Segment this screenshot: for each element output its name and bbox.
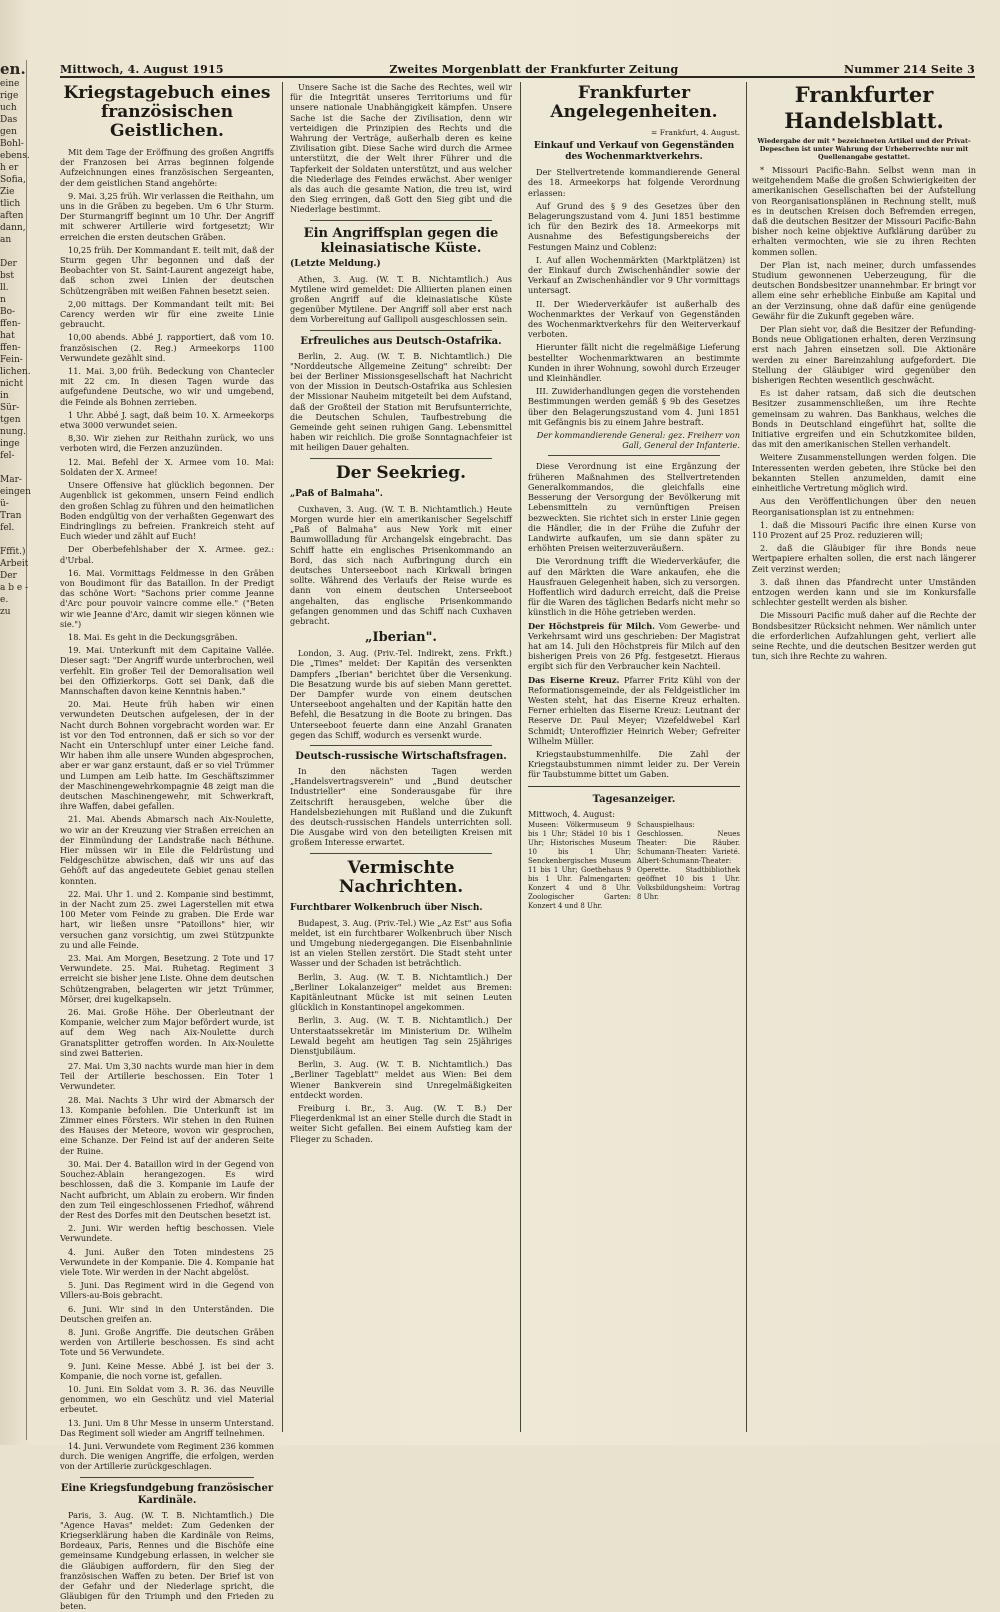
diary-entry: 22. Mai. Uhr 1. und 2. Kompanie sind bestimmt, in der Nacht zum 25. zwei Lagerstellen mit etwa 100 Meter vom Feinde zu graben. Die Erde war hart, wir ließen unsre "Patoillons" hier, wir versuchen ganz vorsichtig, um zwei Stützpunkte zu und alle Feinde. xyxy=(60,888,274,950)
previous-page-fragment: Mar- xyxy=(0,475,22,485)
diary-entry: 10,25 früh. Der Kommandant E. teilt mit, daß der Sturm gegen Uhr begonnen und daß der Beobachter von St. Saint-Laurent angezeigt habe, daß schon zwei Linien der deutschen Schützengräben mit weißen Fahnen besetzt seien. xyxy=(60,244,274,296)
column-war-news xyxy=(290,82,512,1437)
article-body-wirtschaft: In den nächsten Tagen werden „Handelsvertragsverein" und „Bund deutscher Industrieller" eine Sonderausgabe für ihre Zeitschrift herausgeben, welche über die Handelsbeziehungen mit Rußland und die Zukunft des deutsch-russischen Handels unterrichten soll. Die Ausgabe wird von den beteiligten Kreisen mit großem Interesse erwartet. xyxy=(290,765,512,848)
section-rule xyxy=(310,330,492,331)
article-body-angriffsplan: Athen, 3. Aug. (W. T. B. Nichtamtlich.) Aus Mytilene wird gemeldet: Die Alliierten planen einen großen Angriff auf die kleinasiatische Küste gegenüber Mytilene. Der Angriff soll aber erst nach dem Vorbereitung auf Gallipoli ausgeschlossen sein. xyxy=(290,273,512,325)
previous-page-fragment: Der xyxy=(0,571,17,581)
column-divider xyxy=(746,82,747,1432)
previous-page-fragment: uch xyxy=(0,103,17,113)
masthead-paper-name: Zweites Morgenblatt der Frankfurter Zeitung xyxy=(389,63,679,76)
article-paragraph: 3. daß ihnen das Pfandrecht unter Umständen entzogen werden kann und sie im Konkursfalle schlechter gestellt werden als bisher. xyxy=(752,576,976,608)
previous-page-fragment: bst xyxy=(0,271,14,281)
tagesanzeiger-date: Mittwoch, 4. August: xyxy=(528,808,615,819)
previous-page-fragment: an xyxy=(0,235,12,245)
article-text: Vom Gewerbe- und Verkehrsamt wird uns geschrieben: Der Magistrat hat am 14. Juli den Höchstpreis für Milch auf den bisherigen Preis von 26 Pfg. festgesetzt. Hieraus ergibt sich für den Verbraucher kein Nachteil. xyxy=(528,620,740,672)
tagesanzeiger-title: Tagesanzeiger. xyxy=(592,793,676,805)
previous-page-fragment: Sür- xyxy=(0,403,20,413)
previous-page-fragment: dann, xyxy=(0,223,26,233)
tagesanzeiger-right: Schauspielhaus: Geschlossen. Neues Theater: Die Räuber. Schumann-Theater: Varieté. Albert-Schumann-Theater: Operette. Stadtbibliothek geöffnet 10 bis 1 Uhr. Volksbildungsheim: Vortrag 8 Uhr. xyxy=(637,820,740,901)
previous-page-fragment xyxy=(0,462,26,474)
column-frankfurter-angelegenheiten xyxy=(528,82,740,1437)
article-title-seekrieg: Der Seekrieg. xyxy=(335,462,467,483)
diary-entry: 14. Juni. Verwundete vom Regiment 236 kommen durch. Die wenigen Angriffe, die erfolgen, werden von der Artillerie zurückgeschlagen. xyxy=(60,1440,274,1472)
previous-page-fragment: tlich xyxy=(0,199,21,209)
article-paragraph: I. Auf allen Wochenmärkten (Marktplätzen) ist der Einkauf durch Zwischenhändler sowie der Verkauf an Zwischenhändler vor 9 Uhr vormittags untersagt. xyxy=(528,254,740,296)
previous-page-fragment: rige xyxy=(0,91,19,101)
tagesanzeiger-listings xyxy=(528,821,740,911)
previous-page-fragment: Fein- xyxy=(0,355,23,365)
article-title-kardinaele: Eine Kriegsfundgebung französischer Kardinäle. xyxy=(60,1482,274,1506)
article-paragraph: Auf Grund des § 9 des Gesetzes über den Belagerungszustand vom 4. Juni 1851 bestimme ich für den Bezirk des 18. Armeekorps mit Ausnahme des Befestigungsbereichs der Festungen Mainz und Coblenz: xyxy=(528,200,740,252)
article-paragraph: Weitere Zusammenstellungen werden folgen. Die Interessenten werden gebeten, ihre Stücke bei den bekannten Stellen anzumelden, damit eine einheitliche Vertretung möglich wird. xyxy=(752,452,976,494)
article-paragraph: Der Plan sieht vor, daß die Besitzer der Refunding-Bonds neue Obligationen erhalten, deren Verzinsung erst nach Jahren einsetzen soll. Die Aktionäre werden zu einer Bareinzahlung aufgefordert. Die Stellung der Gläubiger wird gegenüber den bisherigen Rechten wesentlich geschwächt. xyxy=(752,324,976,386)
article-body-seekrieg: Cuxhaven, 3. Aug. (W. T. B. Nichtamtlich.) Heute Morgen wurde hier ein amerikanischer Segelschiff „Paß of Balmaha" aus New York mit einer Baumwollladung für Archangelsk eingebracht. Das Schiff hatte ein englisches Prisenkommando an Bord, das sich nach Aufbringung durch ein deutsches Unterseeboot nach Kirkwall bringen sollte. Während des Verlaufs der Reise wurde es dann von einem deutschen Unterseeboot angehalten, das englische Prisenkommando gefangen genommen und das Schiff nach Cuxhaven gebracht. xyxy=(290,503,512,626)
previous-page-fragment: h er xyxy=(0,163,19,173)
article-title-iberian: „Iberian". xyxy=(365,630,437,646)
article-paragraph: 2. daß die Gläubiger für ihre Bonds neue Wertpapiere erhalten sollen, die erst nach längerer Zeit verzinst werden; xyxy=(752,543,976,574)
previous-page-fragment: Sofia, xyxy=(0,175,26,185)
article-paragraph: II. Der Wiederverkäufer ist außerhalb des Wochenmarktes der Verkauf von Gegenständen des Wochenmarktverkehrs für den Weiterverkauf verboten. xyxy=(528,298,740,340)
previous-page-fragment: fel- xyxy=(0,451,15,461)
previous-page-fragment: aften xyxy=(0,211,24,221)
previous-page-fragment: hat xyxy=(0,331,15,341)
article-body-kardinaele: Paris, 3. Aug. (W. T. B. Nichtamtlich.) Die "Agence Havas" meldet: Zum Gedenken der Kriegserklärung haben die Kardinäle von Reims, Bordeaux, Paris, Rennes und die Bischöfe eine gemeinsame Kundgebung erlassen, in welcher sie die Gläubigen auffordern, für den Sieg der französischen Waffen zu beten. Der Brief ist von der Gefahr und der Niederlage spricht, die Gläubigen für den Triumph und den Frieden zu beten. xyxy=(60,1509,274,1612)
previous-page-fragment: ffen- xyxy=(0,343,21,353)
article-subtitle: „Paß of Balmaha". xyxy=(290,488,383,499)
previous-page-fragment: lichen. xyxy=(0,367,31,377)
diary-entry: 20. Mai. Heute früh haben wir einen verwundeten Deutschen aufgelesen, der in der Nacht durch Bohnen vorgebracht worden war. Er ist vor den Tod entronnen, daß er sich so vor der Nacht ein Unterschlupf unter einer Leiche fand. Wir haben ihm alle unsere Wunden abgesprochen, aber er war ganz erstaunt, daß er so viel Trümmer und Lumpen am Leib hatte. Im Geschäftszimmer der Maschinengewehrkompagnie 48 zeigt man die deutschen Maschinengewehr, mit Schwerkraft, ihre Waffen, dabei gefallen. xyxy=(60,699,274,812)
diary-entry: 6. Juni. Wir sind in den Unterständen. Die Deutschen greifen an. xyxy=(60,1303,274,1324)
article-paragraph: Diese Verordnung ist eine Ergänzung der früheren Maßnahmen des Stellvertretenden Generalkommandos, die gleichfalls eine Besserung der Versorgung der Bevölkerung mit Lebensmitteln zu vernünftigen Preisen bezweckten. Sie richtet sich in erster Linie gegen die Händler, die in der Frühe die Zufuhr der Landwirte aufkaufen, um sie dann später zu erhöhten Preisen weiterzuveräußern. xyxy=(528,461,740,554)
article-title: Kriegstagebuch eines französischen Geistlichen. xyxy=(63,83,271,141)
article-body-freiburg: Freiburg i. Br., 3. Aug. (W. T. B.) Der Fliegerdenkmal ist an einer Stelle durch die Stadt in weiter Sicht gefallen. Bei einem Aufstieg kam der Flieger zu Schaden. xyxy=(290,1103,512,1144)
diary-entry: 13. Juni. Um 8 Uhr Messe in unserm Unterstand. Das Regiment soll wieder am Angriff teilnehmen. xyxy=(60,1417,274,1438)
previous-page-fragment: fel. xyxy=(0,523,15,533)
article-paragraph: * Missouri Pacific-Bahn. Selbst wenn man in weitgehendem Maße die großen Schwierigkeiten der amerikanischen Gesellschaften bei der Aufstellung von Reorganisationsplänen in Rechnung stellt, muß es in deutschen Kreisen doch Befremden erregen, daß die deutschen Besitzer der Missouri Pacific-Bahn bisher noch keine objektive Aufklärung darüber zu erhalten vermochten, wie sie zu ihren Rechten kommen sollen. xyxy=(752,165,976,257)
previous-page-fragment: Tran xyxy=(0,511,22,521)
diary-entry: 8. Juni. Große Angriffe. Die deutschen Gräben werden von Artillerie beschossen. Es sind acht Tote und 56 Verwundete. xyxy=(60,1326,274,1358)
diary-entry: 10. Juni. Ein Soldat vom 3. R. 36. das Neuville genommen, wo ein Geschütz und viel Material erbeutet. xyxy=(60,1383,274,1415)
column-handelsblatt xyxy=(752,82,976,1437)
diary-entry: 27. Mai. Um 3,30 nachts wurde man hier in dem Teil der Artillerie beschossen. Ein Toter 1 Verwundeter. xyxy=(60,1061,274,1092)
diary-entry: 30. Mai. Der 4. Bataillon wird in der Gegend von Souchez-Ablain herangezogen. Es wird beschlossen, daß die 3. Kompanie im Laufe der Nacht aufbricht, um Ablain zu erobern. Wir finden den zum Teil eingeschlossenen Friedhof, während der Rest des Dorfes mit den Deutschen besetzt ist. xyxy=(60,1158,274,1220)
previous-page-fragment: tgen xyxy=(0,415,21,425)
article-paragraph: Der Stellvertretende kommandierende General des 18. Armeekorps hat folgende Verordnung erlassen: xyxy=(528,167,740,198)
article-body-berlin: Berlin, 3. Aug. (W. T. B. Nichtamtlich.) Der „Berliner Lokalanzeiger" meldet aus Bremen: Kapitänleutnant Mücke ist mit seinen Leuten glücklich in Konstantinopel angekommen. xyxy=(290,971,512,1013)
column-kriegstagebuch xyxy=(60,82,274,1612)
previous-page-fragment: zu xyxy=(0,607,11,617)
tagesanzeiger-box xyxy=(528,786,740,911)
article-body xyxy=(60,147,274,1472)
article-text: Pfarrer Fritz Kühl von der Reformationsgemeinde, der als Feldgeistlicher im Westen steht, hat das Eiserne Kreuz erhalten. Ferner erhielten das Eiserne Kreuz: Leutnant der Reserve Dr. Paul Meyer; Vizefeldwebel Karl Schmidt; Unteroffizier Heinrich Weber; Gefreiter Wilhelm Müller. xyxy=(528,674,740,746)
article-eiserne-kreuz xyxy=(528,675,740,746)
article-paragraph: Kriegstaubstummenhilfe. Die Zahl der Kriegstaubstummen nimmt leider zu. Der Verein für Taubstumme bittet um Gaben. xyxy=(528,748,740,780)
article-body-ostafrika: Berlin, 2. Aug. (W. T. B. Nichtamtlich.) Die "Norddeutsche Allgemeine Zeitung" schreibt: Der bei der Berliner Missionsgesellschaft hat Nachricht von der Mission in Deutsch-Ostafrika aus Schlesien der Missionar Nauheim mitgeteilt bei dem Aufstand, daß der Großteil der Station mit Berufsunterrichte, die Deutschen Schulen, Taufbestrebung die Gemeinde geht seinen ruhigen Gang. Lebensmittel haben wir reichlich. Die große Sonntagnachfeier ist mit heiligen Dauer gehalten. xyxy=(290,350,512,453)
previous-page-fragment: ebens. xyxy=(0,151,30,161)
previous-page-fragment: nung. xyxy=(0,427,27,437)
article-paragraph: III. Zuwiderhandlungen gegen die vorstehenden Bestimmungen werden gemäß § 9b des Gesetzes über den Belagerungszustand vom 4. Juni 1851 mit Gefängnis bis zu einem Jahre bestraft. xyxy=(528,386,740,427)
previous-page-fragment: ffen- xyxy=(0,319,21,329)
diary-entry: 9. Mai. 3,25 früh. Wir verlassen die Reithahn, um uns in die Gräben zu begeben. Um 6 Uhr Sturm. Der Sturmangriff beginnt um 10 Uhr. Der Angriff mit schwerer Artillerie wird fortgesetzt; Wir erreichen die ersten deutschen Gräben. xyxy=(60,190,274,242)
diary-entry: 23. Mai. Am Morgen, Besetzung. 2 Tote und 17 Verwundete. 25. Mai. Ruhetag. Regiment 3 erreicht sie bisher jene Liste. Ohne dem deutschen Schützengraben, belagerten wir jetzt Trümmer, Mörser, drei kugelkapseln. xyxy=(60,953,274,1004)
article-body-berlin3: Berlin, 3. Aug. (W. T. B. Nichtamtlich.) Das „Berliner Tageblatt" meldet aus Wien: Bei dem Wiener Bankverein sind Unregelmäßigkeiten entdeckt worden. xyxy=(290,1059,512,1100)
diary-entry: Mit dem Tage der Eröffnung des großen Angriffs der Franzosen bei Arras beginnen folgende Aufzeichnungen eines französischen Sergeanten, der dem geistlichen Stand angehörte: xyxy=(60,147,274,188)
column-divider xyxy=(520,82,521,1432)
section-rule xyxy=(548,455,720,456)
article-lead: Das Eiserne Kreuz. xyxy=(528,674,620,685)
previous-page-fragment: gen xyxy=(0,127,17,137)
section-rule xyxy=(310,458,492,459)
diary-entry: 21. Mai. Abends Abmarsch nach Aix-Noulette, wo wir an der Kreuzung vier Straßen erreichen an der Einmündung der Landstraße nach Béthune. Hier müssen wir in Eile die Feldrüstung und Feldgeschütze abwischen, daß wir uns auf das Gehöft auf das angedeutete Gebiet genau stellen konnten. xyxy=(60,814,274,886)
previous-page-fragment: in xyxy=(0,391,9,401)
dateline: = Frankfurt, 4. August. xyxy=(651,128,740,137)
article-title-angriffsplan: Ein Angriffsplan gegen die kleinasiatische Küste. xyxy=(303,225,499,256)
previous-page-fragment: a b e - xyxy=(0,583,29,593)
diary-entry: 4. Juni. Außer den Toten mindestens 25 Verwundete in der Kompanie. Die 4. Kompanie hat viele Tote. Wir werden in der Nacht abgelöst. xyxy=(60,1246,274,1277)
previous-page-fragment: Arbeit xyxy=(0,559,29,569)
tagesanzeiger-left: Museen: Völkermuseum 9 bis 1 Uhr; Städel 10 bis 1 Uhr; Historisches Museum 10 bis 1 Uhr; Senckenbergisches Museum 11 bis 1 Uhr; Goethehaus 9 bis 1 Uhr. Palmengarten: Konzert 4 und 8 Uhr. Zoologischer Garten: Konzert 4 und 8 Uhr. xyxy=(528,820,631,910)
previous-page-fragment xyxy=(0,246,26,258)
diary-entry: 1 Uhr. Abbé J. sagt, daß beim 10. X. Armeekorps etwa 3000 verwundet seien. xyxy=(60,409,274,431)
article-paragraph: Die Missouri Pacific muß daher auf die Rechte der Bondsbesitzer Rücksicht nehmen. Wer nämlich unter die erforderlichen Aufzahlungen geht, verliert alle seine Rechte, und die deutschen Besitzer werden gut tun, sich ihre Rechte zu wahren. xyxy=(752,610,976,662)
previous-page-fragment: inge xyxy=(0,439,20,449)
diary-entry: 11. Mai. 3,00 früh. Bedeckung von Chantecler mit 22 cm. In diesen Tagen wurde das aufgefundene Deutsche, wo wir und umgebend, die Feinde als Bohnen zerrieben. xyxy=(60,366,274,407)
article-paragraph: 1. daß die Missouri Pacific ihre einen Kurse von 110 Prozent auf 25 Proz. reduzieren will; xyxy=(752,519,976,540)
previous-page-fragment: Der xyxy=(0,259,17,269)
previous-page-fragment: Fffit.) xyxy=(0,547,26,557)
article-lead: Der Höchstpreis für Milch. xyxy=(528,620,656,631)
article-subtitle: Furchtbarer Wolkenbruch über Nisch. xyxy=(290,902,483,913)
column-divider xyxy=(282,82,283,1432)
diary-entry: 5. Juni. Das Regiment wird in die Gegend von Villers-au-Bois gebracht. xyxy=(60,1280,274,1301)
previous-page-fragment: ll. xyxy=(0,283,9,293)
previous-page-fragment: Bohl- xyxy=(0,139,24,149)
previous-page-fragment: eingen xyxy=(0,487,31,497)
previous-page-strip xyxy=(0,60,31,1440)
section-rule xyxy=(310,220,492,221)
previous-page-fragment: Zie xyxy=(0,187,15,197)
diary-entry: 2,00 mittags. Der Kommandant teilt mit: Bei Carency werden wir für eine zweite Linie gebraucht. xyxy=(60,298,274,330)
masthead xyxy=(60,56,975,78)
diary-entry: 12. Mai. Befehl der X. Armee vom 10. Mai: Soldaten der X. Armee! xyxy=(60,456,274,477)
diary-entry: 26. Mai. Große Höhe. Der Oberleutnant der Kompanie, welcher zum Major befördert wurde, ist auf dem Weg nach Aix-Noulette durch Granatsplitter getroffen worden. In Aix-Noulette sind zwei Batterien. xyxy=(60,1007,274,1058)
previous-page-fragment xyxy=(0,534,26,546)
article-paragraph: Die Verordnung trifft die Wiederverkäufer, die auf den Märkten die Ware ankaufen, ehe die Hausfrauen Gelegenheit haben, sich zu versorgen. Hoffentlich wird dadurch erreicht, daß die Preise für die Waren des täglichen Bedarfs nicht mehr so künstlich in die Höhe getrieben werden. xyxy=(528,556,740,618)
previous-page-fragment: e. xyxy=(0,595,9,605)
previous-page-fragment: nicht xyxy=(0,379,24,389)
diary-entry: Der Oberbefehlshaber der X. Armee. gez.: d'Urbal. xyxy=(60,544,274,565)
article-paragraph: Es ist daher ratsam, daß sich die deutschen Besitzer zusammenschließen, um ihre Rechte gemeinsam zu wahren. Das Bankhaus, welches die Bonds in Deutschland eingeführt hat, sollte die Initiative ergreifen und ein Schutzkomitee bilden, das mit den amerikanischen Stellen verhandelt. xyxy=(752,388,976,450)
diary-entry: 18. Mai. Es geht in die Deckungsgräben. xyxy=(68,631,238,642)
article-body-berlin2: Berlin, 3. Aug. (W. T. B. Nichtamtlich.) Der Unterstaatssekretär im Ministerium Dr. Wilhelm Lewald begeht am heutigen Tag sein 25jähriges Dienstjubiläum. xyxy=(290,1015,512,1057)
article-title-wirtschaft: Deutsch-russische Wirtschaftsfragen. xyxy=(295,750,507,762)
previous-page-fragment: eine xyxy=(0,79,20,89)
section-rule xyxy=(310,853,492,854)
diary-entry: 16. Mai. Vormittags Feldmesse in den Gräben von Boudimont für das Bataillon. In der Predigt das schöne Wort: "Sachons prier comme Jeanne d'Arc pour pouvoir vaincre comme elle." ("Beten wir wie Jeanne d'Arc, damit wir siegen können wie sie.") xyxy=(60,567,274,629)
article-paragraph: Hierunter fällt nicht die regelmäßige Lieferung bestellter Wochenmarktwaren an bestimmte Kunden in ihrer Wohnung, sowohl durch Erzeuger und Kleinhändler. xyxy=(528,342,740,384)
article-body-iberian: London, 3. Aug. (Priv.-Tel. Indirekt, zens. Frkft.) Die „Times" meldet: Der Kapitän des versenkten Dampfers „Iberian" berichtet über die Versenkung. Die Besatzung wurde bis auf sieben Mann gerettet. Der Dampfer wurde von einem deutschen Unterseeboot angehalten und der Kapitän hatte den Befehl, die Besatzung in die Boote zu bringen. Das Unterseeboot feuerte dann eine Anzahl Granaten gegen das Schiff, wodurch es versenkt wurde. xyxy=(290,648,512,740)
article-title-wochenmarkt: Einkauf und Verkauf von Gegenständen des Wochenmarktverkehrs. xyxy=(533,141,735,163)
section-rule xyxy=(80,1477,254,1478)
diary-entry: 8,30. Wir ziehen zur Reithahn zurück, wo uns verboten wird, die Ferzen anzuzünden. xyxy=(60,433,274,454)
previous-page-fragment: ü- xyxy=(0,499,9,509)
article-title-vermischte: Vermischte Nachrichten. xyxy=(338,857,464,897)
article-title-ostafrika: Erfreuliches aus Deutsch-Ostafrika. xyxy=(300,335,502,347)
diary-entry: 10,00 abends. Abbé J. rapportiert, daß vom 10. französischen (2. Reg.) Armeekorps 1100 Verwundete gezählt sind. xyxy=(60,332,274,363)
article-body-vermischte: Budapest, 3. Aug. (Priv.-Tel.) Wie „Az Est" aus Sofia meldet, ist ein furchtbarer Wolkenbruch über Nisch und Umgebung niedergegangen. Die Eisenbahnlinie ist an vielen Stellen zerstört. Die Stadt steht unter Wasser und der Schaden ist beträchtlich. xyxy=(290,917,512,969)
previous-page-fragment: Das xyxy=(0,115,18,125)
previous-page-fragment: n xyxy=(0,295,6,305)
section-title: Frankfurter Handelsblatt. xyxy=(784,82,944,133)
previous-page-fragment: Bo- xyxy=(0,307,16,317)
article-hoechstpreis xyxy=(528,621,740,672)
previous-page-fragment: en. xyxy=(0,60,26,78)
article-subtitle: (Letzte Meldung.) xyxy=(290,258,381,269)
section-rule xyxy=(310,745,492,746)
signature: Der kommandierende General: gez. Freiherr von Gall, General der Infanterie. xyxy=(536,430,740,451)
diary-entry: 2. Juni. Wir werden heftig beschossen. Viele Verwundete. xyxy=(60,1223,274,1244)
diary-entry: 19. Mai. Unterkunft mit dem Capitaine Vallée. Dieser sagt: "Der Angriff wurde unterbrochen, weil verfehlt. Ein großer Teil der Demoralisation weil bei den Offizierkorps. Gott sei Dank, daß die Mannschaften davon keine Kenntnis haben." xyxy=(60,645,274,696)
diary-entry: 28. Mai. Nachts 3 Uhr wird der Abmarsch der 13. Kompanie befohlen. Die Unterkunft ist im Zimmer eines Försters. Wir stehen in den Ruinen des Hauses der Meteore, wovon wir gesprochen, eine Schanze. Der Feind ist auf der anderen Seite der Ruine. xyxy=(60,1094,274,1156)
copyright-note: Wiedergabe der mit * bezeichneten Artikel und der Privat-Depeschen ist unter Wahrung der Urheberrechte nur mit Quellenangabe gestattet. xyxy=(757,137,971,161)
diary-entry: Unsere Offensive hat glücklich begonnen. Der Augenblick ist gekommen, unsern Feind endlich den großen Schlag zu führen und den heimatlichen Boden endgültig von der verhaßten Gegenwart des Eindringlings zu befreien. Frankreich steht auf Euch wieder und zählt auf Euch! xyxy=(60,480,274,542)
masthead-date: Mittwoch, 4. August 1915 xyxy=(60,63,224,76)
diary-entry: 9. Juni. Keine Messe. Abbé J. ist bei der 3. Kompanie, die noch vorne ist, gefallen. xyxy=(60,1360,274,1381)
article-paragraph: Der Plan ist, nach meiner, durch umfassendes Studium gewonnenen Ueberzeugung, für die deutschen Bondsbesitzer unannehmbar. Er bringt vor allem eine sehr erhebliche Einbuße am Kapital und an der Verzinsung, ohne daß dafür eine genügende Gewähr für die Zukunft gegeben wäre. xyxy=(752,259,976,321)
article-paragraph: Aus den Veröffentlichungen über den neuen Reorganisationsplan ist zu entnehmen: xyxy=(752,496,976,517)
article-continuation: Unsere Sache ist die Sache des Rechtes, weil wir für die Integrität unseres Territoriums und für unsere nationale Unabhängigkeit kämpfen. Unsere Sache ist die Sache der Zivilisation, denn wir verteidigen die Prinzipien des Rechts und die Wahrung der Verträge, außerhalb deren es keine Zivilisation gibt. Diese Sache wird durch die Armee unterstützt, die der Welt ihrer Führer und die Tapferkeit der Soldaten unterstützt, und aus welcher die Niederlage des Feindes erwächst. Aber weniger als das auch die gesamte Nation, die treu ist, wird den Sieg erringen, daß Gott den Sieg gibt und die Niederlage bestimmt. xyxy=(290,82,512,215)
masthead-page-number: Nummer 214 Seite 3 xyxy=(843,63,975,76)
section-title: Frankfurter Angelegenheiten. xyxy=(550,83,718,122)
